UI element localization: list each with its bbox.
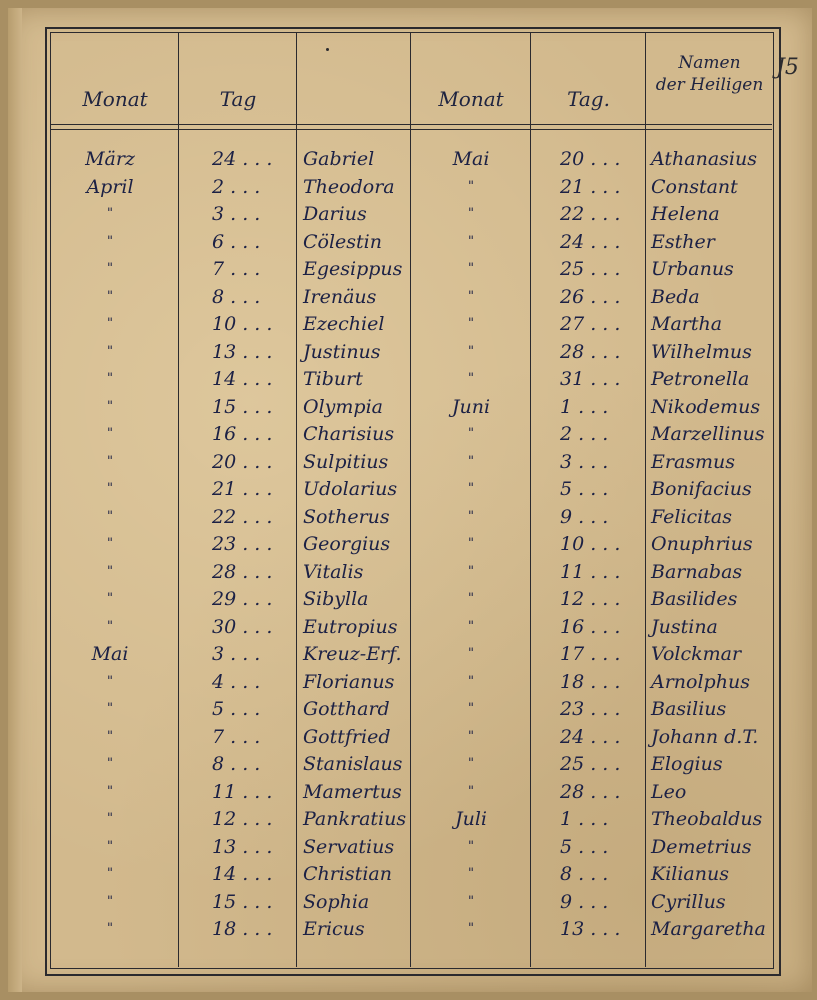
month-cell: Mai	[91, 643, 129, 665]
saint-name-cell: Florianus	[303, 670, 395, 693]
day-cell: 8 . . .	[212, 753, 261, 775]
saint-name-cell: Basilides	[651, 588, 738, 610]
day-cell: 15 . . .	[212, 890, 273, 913]
table-row	[0, 558, 817, 586]
month-cell: "	[468, 426, 474, 441]
day-cell: 27 . . .	[560, 313, 621, 335]
day-cell: 6 . . .	[212, 230, 261, 253]
saint-name-cell: Constant	[651, 175, 738, 198]
table-row	[0, 255, 817, 283]
month-cell: "	[107, 398, 113, 414]
month-cell: "	[468, 453, 474, 469]
day-cell: 1 . . .	[560, 808, 609, 830]
saint-name-cell: Athanasius	[651, 148, 757, 170]
day-cell: 18 . . .	[212, 918, 273, 940]
day-cell: 13 . . .	[560, 918, 621, 940]
day-cell: 28 . . .	[560, 340, 621, 363]
month-cell: "	[468, 371, 474, 386]
day-cell: 16 . . .	[212, 423, 273, 445]
month-cell: "	[468, 261, 474, 276]
month-cell: "	[107, 673, 113, 689]
table-row	[0, 420, 817, 448]
table-row	[0, 723, 817, 751]
month-cell: "	[107, 453, 113, 469]
month-cell: "	[468, 288, 474, 304]
saint-name-cell: Olympia	[303, 395, 383, 418]
day-cell: 25 . . .	[560, 258, 621, 280]
saint-name-cell: Wilhelmus	[651, 340, 752, 363]
saint-name-cell: Ezechiel	[303, 313, 385, 335]
table-row	[0, 915, 817, 943]
month-cell: "	[107, 618, 113, 634]
day-cell: 11 . . .	[212, 780, 273, 803]
day-cell: 16 . . .	[560, 615, 621, 638]
day-cell: 8 . . .	[560, 863, 609, 885]
month-cell: "	[468, 316, 474, 331]
saint-name-cell: Udolarius	[303, 478, 398, 500]
header-tag-2: Tag.	[567, 87, 610, 111]
day-cell: 20 . . .	[212, 450, 273, 473]
month-cell: "	[468, 563, 474, 579]
ink-dot	[326, 48, 329, 51]
day-cell: 14 . . .	[212, 368, 273, 390]
saint-name-cell: Esther	[651, 230, 715, 253]
saint-name-cell: Helena	[651, 203, 720, 225]
day-cell: 22 . . .	[560, 203, 621, 225]
table-row	[0, 365, 817, 393]
month-cell: "	[468, 838, 474, 854]
day-cell: 21 . . .	[560, 175, 621, 198]
saint-name-cell: Volckmar	[651, 643, 742, 665]
saint-name-cell: Demetrius	[651, 835, 752, 858]
day-cell: 3 . . .	[560, 450, 609, 473]
month-cell: "	[468, 508, 474, 524]
month-cell: "	[107, 728, 113, 744]
day-cell: 8 . . .	[212, 285, 261, 308]
table-row	[0, 310, 817, 338]
month-cell: "	[107, 783, 113, 799]
table-row	[0, 833, 817, 861]
month-cell: "	[468, 481, 474, 496]
month-cell: Juni	[451, 395, 491, 418]
saint-name-cell: Barnabas	[651, 560, 743, 583]
month-cell: "	[107, 536, 113, 551]
saint-name-cell: Petronella	[651, 368, 750, 390]
saint-name-cell: Pankratius	[303, 808, 407, 830]
header-divider	[50, 124, 772, 125]
month-cell: März	[85, 148, 135, 170]
day-cell: 7 . . .	[212, 725, 261, 748]
day-cell: 25 . . .	[560, 753, 621, 775]
saint-name-cell: Margaretha	[651, 918, 766, 940]
saint-name-cell: Onuphrius	[651, 533, 753, 555]
table-row	[0, 503, 817, 531]
day-cell: 1 . . .	[560, 395, 609, 418]
day-cell: 3 . . .	[212, 203, 261, 225]
table-row	[0, 283, 817, 311]
month-cell: Mai	[452, 148, 490, 170]
saint-name-cell: Sibylla	[303, 588, 369, 610]
table-row	[0, 778, 817, 806]
month-cell: "	[468, 233, 474, 249]
table-row	[0, 585, 817, 613]
day-cell: 9 . . .	[560, 505, 609, 528]
day-cell: 31 . . .	[560, 368, 621, 390]
day-cell: 29 . . .	[212, 588, 273, 610]
day-cell: 12 . . .	[560, 588, 621, 610]
table-row	[0, 750, 817, 778]
saint-name-cell: Theobaldus	[651, 808, 763, 830]
saint-name-cell: Basilius	[651, 698, 727, 720]
day-cell: 10 . . .	[560, 533, 621, 555]
month-cell: "	[107, 756, 113, 771]
day-cell: 7 . . .	[212, 258, 261, 280]
month-cell: "	[107, 866, 113, 881]
day-cell: 23 . . .	[212, 533, 273, 555]
header-monat-1: Monat	[82, 87, 148, 111]
day-cell: 3 . . .	[212, 643, 261, 665]
table-row	[0, 860, 817, 888]
day-cell: 15 . . .	[212, 395, 273, 418]
saint-name-cell: Kreuz-Erf.	[303, 643, 402, 665]
month-cell: "	[107, 701, 113, 716]
saint-name-cell: Theodora	[303, 175, 395, 198]
day-cell: 24 . . .	[560, 230, 621, 253]
saint-name-cell: Sotherus	[303, 505, 390, 528]
month-cell: "	[107, 426, 113, 441]
month-cell: "	[107, 261, 113, 276]
table-row	[0, 173, 817, 201]
header-namen-line2: der Heiligen	[655, 75, 764, 95]
month-cell: "	[468, 921, 474, 936]
table-row	[0, 668, 817, 696]
saint-name-cell: Stanislaus	[303, 753, 403, 775]
month-cell: "	[468, 178, 474, 194]
month-cell: April	[86, 175, 134, 198]
saint-name-cell: Martha	[651, 313, 723, 335]
month-cell: "	[107, 838, 113, 854]
saint-name-cell: Cölestin	[303, 230, 382, 253]
day-cell: 14 . . .	[212, 863, 273, 885]
saint-name-cell: Sulpitius	[303, 450, 389, 473]
day-cell: 18 . . .	[560, 670, 621, 693]
table-row	[0, 475, 817, 503]
day-cell: 5 . . .	[212, 698, 261, 720]
day-cell: 2 . . .	[212, 175, 261, 198]
saint-name-cell: Nikodemus	[651, 395, 761, 418]
day-cell: 4 . . .	[212, 670, 261, 693]
saint-name-cell: Egesippus	[303, 258, 403, 280]
day-cell: 21 . . .	[212, 478, 273, 500]
saint-name-cell: Elogius	[651, 753, 723, 775]
day-cell: 11 . . .	[560, 560, 621, 583]
saint-name-cell: Cyrillus	[651, 890, 726, 913]
month-cell: "	[468, 591, 474, 606]
saint-name-cell: Felicitas	[651, 505, 732, 528]
day-cell: 10 . . .	[212, 313, 273, 335]
table-row	[0, 888, 817, 916]
month-cell: "	[107, 811, 113, 826]
month-cell: "	[107, 921, 113, 936]
month-cell: "	[107, 233, 113, 249]
month-cell: "	[107, 206, 113, 221]
header-tag-1: Tag	[219, 87, 257, 111]
month-cell: Juli	[454, 808, 487, 830]
table-row	[0, 145, 817, 173]
table-row	[0, 338, 817, 366]
saint-name-cell: Georgius	[303, 533, 391, 555]
month-cell: "	[468, 646, 474, 661]
day-cell: 2 . . .	[560, 423, 609, 445]
day-cell: 9 . . .	[560, 890, 609, 913]
saint-name-cell: Eutropius	[303, 615, 398, 638]
saint-name-cell: Arnolphus	[651, 670, 750, 693]
day-cell: 20 . . .	[560, 148, 621, 170]
saint-name-cell: Gotthard	[303, 698, 390, 720]
month-cell: "	[468, 673, 474, 689]
saint-name-cell: Irenäus	[303, 285, 377, 308]
saint-name-cell: Darius	[303, 203, 367, 225]
day-cell: 5 . . .	[560, 478, 609, 500]
saint-name-cell: Gottfried	[303, 725, 391, 748]
saint-name-cell: Mamertus	[303, 780, 402, 803]
saint-name-cell: Justina	[651, 615, 718, 638]
saint-name-cell: Sophia	[303, 890, 370, 913]
day-cell: 30 . . .	[212, 615, 273, 638]
day-cell: 5 . . .	[560, 835, 609, 858]
month-cell: "	[468, 756, 474, 771]
month-cell: "	[107, 893, 113, 909]
day-cell: 26 . . .	[560, 285, 621, 308]
table-row	[0, 695, 817, 723]
day-cell: 17 . . .	[560, 643, 621, 665]
day-cell: 28 . . .	[212, 560, 273, 583]
saint-name-cell: Marzellinus	[651, 423, 765, 445]
month-cell: "	[107, 343, 113, 359]
month-cell: "	[468, 701, 474, 716]
saint-name-cell: Beda	[651, 285, 700, 308]
header-namen	[647, 52, 772, 96]
saint-name-cell: Vitalis	[303, 560, 364, 583]
saint-name-cell: Christian	[303, 863, 392, 885]
table-row	[0, 200, 817, 228]
saint-name-cell: Bonifacius	[651, 478, 752, 500]
month-cell: "	[107, 563, 113, 579]
saint-name-cell: Leo	[651, 780, 687, 803]
month-cell: "	[107, 316, 113, 331]
header-divider	[50, 129, 772, 130]
day-cell: 13 . . .	[212, 340, 273, 363]
month-cell: "	[107, 288, 113, 304]
month-cell: "	[468, 866, 474, 881]
month-cell: "	[468, 783, 474, 799]
month-cell: "	[107, 591, 113, 606]
saint-name-cell: Servatius	[303, 835, 395, 858]
month-cell: "	[468, 536, 474, 551]
month-cell: "	[107, 481, 113, 496]
month-cell: "	[468, 206, 474, 221]
day-cell: 23 . . .	[560, 698, 621, 720]
day-cell: 24 . . .	[560, 725, 621, 748]
month-cell: "	[107, 371, 113, 386]
saint-name-cell: Gabriel	[303, 148, 375, 170]
saint-name-cell: Erasmus	[651, 450, 736, 473]
saint-name-cell: Justinus	[303, 340, 381, 363]
month-cell: "	[468, 618, 474, 634]
day-cell: 13 . . .	[212, 835, 273, 858]
saint-name-cell: Charisius	[303, 423, 395, 445]
table-row	[0, 448, 817, 476]
day-cell: 28 . . .	[560, 780, 621, 803]
month-cell: "	[107, 508, 113, 524]
header-namen-line1: Namen	[678, 53, 741, 73]
table-row	[0, 393, 817, 421]
day-cell: 24 . . .	[212, 148, 273, 170]
margin-mark: J5	[776, 55, 799, 80]
table-row	[0, 530, 817, 558]
saint-name-cell: Urbanus	[651, 258, 734, 280]
saint-name-cell: Tiburt	[303, 368, 363, 390]
table-row	[0, 228, 817, 256]
table-row	[0, 640, 817, 668]
month-cell: "	[468, 728, 474, 744]
month-cell: "	[468, 343, 474, 359]
day-cell: 12 . . .	[212, 808, 273, 830]
saint-name-cell: Johann d.T.	[651, 725, 759, 748]
table-row	[0, 805, 817, 833]
month-cell: "	[468, 893, 474, 909]
saint-name-cell: Kilianus	[651, 863, 729, 885]
header-monat-2: Monat	[438, 87, 504, 111]
table-row	[0, 613, 817, 641]
saint-name-cell: Ericus	[303, 918, 365, 940]
day-cell: 22 . . .	[212, 505, 273, 528]
